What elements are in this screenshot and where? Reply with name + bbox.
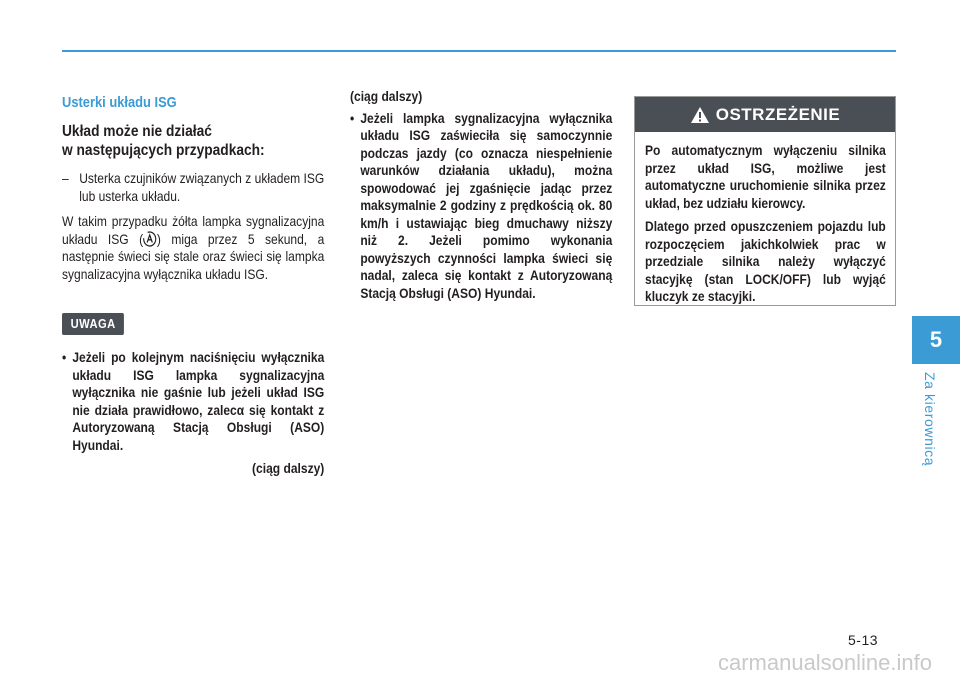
subtitle-line-2: w następujących przypadkach: [62,142,265,159]
dash-list-item [62,170,324,205]
subtitle-line-1: Układ może nie działać [62,123,212,140]
continued-label: (ciąg dalszy) [252,460,325,476]
warning-paragraph-1: Po automatycznym wyłączeniu silnika przez układ ISG, możliwe jest automatyczne uruchomienie silnika przez układ, bez udziału kierowcy. [645,142,886,211]
warning-paragraph-2: Dlatego przed opuszczeniem pojazdu lub rozpoczęciem jakichkolwiek prac w przedziale silnika należy wyłączyć stacyjkę (stan LOCK/OFF) lub wyjąć kluczyk ze stacyjki. [645,218,886,304]
isg-warning-icon [143,231,157,247]
column-middle [350,88,612,308]
section-subtitle [62,122,324,160]
warning-title: OSTRZEŻENIE [715,104,841,124]
middle-bullet [350,110,612,303]
section-title: Usterki układu ISG [62,94,177,111]
isg-paragraph-part-2: ) miga przez 5 sekund, a następnie świeci się stale oraz świeci się lampka sygnalizacyjna wyłącznika układu ISG. [62,230,325,282]
isg-paragraph-part-1: W takim przypadku żółta lampka sygnalizacyjna układu ISG ( [62,213,325,247]
note-bullet-text: Jeżeli po kolejnym naciśnięciu wyłącznika układu ISG lampka sygnalizacyjna wyłącznika nie gaśnie lub jeżeli układ ISG nie działa prawidłowo, zalecα się kontakt z Autoryzowaną Stacją Obsługi (ASO) Hyundai. [72,349,325,453]
column-left-content [62,94,324,478]
dash-marker: – [62,170,69,186]
header-rule [62,50,896,52]
warning-body [635,132,895,306]
bullet-marker: • [350,109,355,126]
bullet-marker: • [62,349,67,365]
page-number: 5-13 [848,632,879,648]
note-bullet [62,349,324,454]
chapter-title: Za kierownicą [922,372,938,467]
note-label: UWAGA [62,313,124,335]
isg-paragraph [62,213,324,283]
column-left [62,88,324,478]
middle-bullet-text: Jeżeli lampka sygnalizacyjna wyłącznika układu ISG zaświeciła się samoczynnie podczas jazdy (co oznacza niespełnienie warunków działania układu), można spowodować jej zgaśnięcie jadąc przez maksymalnie 2 godziny z prędkością ok. 80 km/h i ustawiając bieg dmuchawy niższy niż 2. Jeżeli pomimo wykonania powyższych czynności lampka świeci się nadal, zaleca się kontakt z Autoryzowaną Stacją Obsługi (ASO) Hyundai. [360,109,613,301]
chapter-title-vertical [922,372,944,482]
chapter-tab: 5 [912,316,960,364]
continued-heading: (ciąg dalszy) [350,88,423,104]
dash-item-text: Usterka czujników związanych z układem ISG lub usterka układu. [79,170,325,204]
warning-box [634,96,896,306]
column-middle-content [350,88,612,302]
warning-body-content [645,142,886,306]
footer-watermark: carmanualsonline.info [717,649,932,675]
warning-header [635,97,895,132]
warning-triangle-icon [690,106,710,124]
